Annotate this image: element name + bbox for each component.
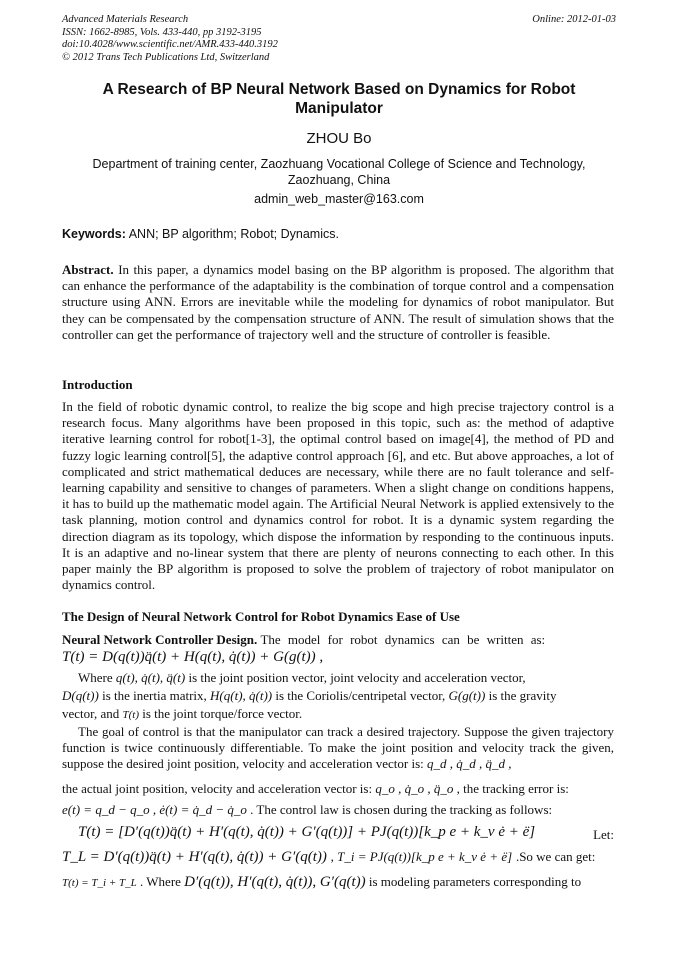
introduction-text: In the field of robotic dynamic control, to realize the big scope and high precise trajectory control is a research focus. Many algorithms have been proposed in this topic, such as: the method of adaptive iterative learning control for robot[1-3], the optimal control based on image[4], the method of PD and fuzzy logic learning control[5], the adaptive control approach [6], and etc. But above approaches, a lot of complicated and strict mathematical deduces are necessary, while there are no fault tolerance and self-learning capability and sensitive to changes of parameters. When a slight change on conditions happens, it has to build up the mathematic model again. The Artificial Neural Network is applied extensively to the task planning, motion control and dynamics control for robot. It is a dynamic system regarding the direction diagram as its topology, which dispose the information by responding to the continuous inputs. It is an adaptive and no-linear system that there are plenty of neurons connecting to each other. In this paper mainly the BP algorithm is proposed to solve the problem of trajectory of robot manipulator on dynamics control. — [62, 399, 614, 593]
inertia-line — [62, 688, 614, 704]
let-label: Let: — [593, 827, 614, 842]
keywords-label: Keywords: — [62, 227, 126, 241]
goal-text: The goal of control is that the manipulator can track a desired trajectory. Suppose the given trajectory function is twice continuously differentiable. To make the joint position and velocity track the given, suppose the desired joint position, velocity and acceleration vector is: — [62, 724, 614, 772]
vector-and-text: vector, and — [62, 706, 120, 721]
keywords-text: ANN; BP algorithm; Robot; Dynamics. — [128, 227, 339, 241]
journal-header — [62, 14, 616, 64]
eq-control-law: T(t) = [D′(q(t))q̈(t) + H′(q(t), q̇(t)) + G′(q(t))] + PJ(q(t))[k_p e + k_v ė + ë] — [78, 824, 536, 840]
control-equation-line — [62, 824, 614, 841]
eq-desired: q_d , q̇_d , q̈_d , — [426, 756, 512, 772]
eq-gravity: G(g(t)) — [448, 688, 486, 703]
model-text: The model for robot dynamics can be written as: — [260, 632, 546, 647]
abstract — [62, 262, 614, 343]
eq-sum: T(t) = T_i + T_L — [62, 877, 137, 889]
torque-text: is the joint torque/force vector. — [142, 706, 303, 721]
author-name: ZHOU Bo — [306, 130, 372, 147]
sum-line — [62, 874, 614, 891]
controller-design-label: Neural Network Controller Design. — [62, 632, 258, 647]
goal-paragraph — [62, 724, 614, 773]
tl-equation-line: T_L = D′(q(t))q̈(t) + H′(q(t), q̇(t)) + G′(q(t)) , T_i = PJ(q(t))[k_p e + k_v ė + ë] .So we can get: — [62, 849, 596, 865]
online-date: Online: 2012-01-03 — [532, 14, 616, 25]
eq-inertia: D(q(t)) — [62, 688, 99, 703]
eq-modeling: D′(q(t)), H′(q(t), q̇(t)), G′(q(t)) — [184, 874, 366, 890]
eq-ti: T_i = PJ(q(t))[k_p e + k_v ė + ë] — [337, 849, 513, 864]
eq-joint-vars: q(t), q̇(t), q̈(t) — [115, 670, 186, 685]
coriolis-text: is the Coriolis/centripetal vector, — [275, 688, 446, 703]
affiliation: Department of training center, Zaozhuang Vocational College of Science and Technology, Zaozhuang, China — [92, 157, 586, 187]
eq-dynamics: T(t) = D(q(t))q̈(t) + H(q(t), q̇(t)) + G(g(t)) , — [62, 649, 324, 665]
where-label: Where — [78, 670, 113, 685]
eq-tl: T_L = D′(q(t))q̈(t) + H′(q(t), q̇(t)) + G′(q(t)) — [62, 849, 327, 865]
design-heading: The Design of Neural Network Control for Robot Dynamics Ease of Use — [62, 609, 460, 624]
eq-torque: T(t) — [122, 709, 139, 721]
journal-name: Advanced Materials Research — [62, 14, 189, 25]
eq-actual: q_o , q̇_o , q̈_o , — [375, 781, 460, 796]
doi-line: doi:10.4028/www.scientific.net/AMR.433-440.3192 — [62, 39, 278, 50]
where-text: is the joint position vector, joint velocity and acceleration vector, — [188, 670, 526, 685]
modeling-text: is modeling parameters corresponding to — [368, 874, 582, 889]
eq-coriolis: H(q(t), q̇(t)) — [210, 688, 273, 703]
so-get-text: .So we can get: — [515, 849, 596, 864]
control-law-text: . The control law is chosen during the tracking as follows: — [250, 802, 553, 817]
copyright-line: © 2012 Trans Tech Publications Ltd, Switzerland — [62, 51, 270, 63]
design-intro-line — [62, 632, 614, 648]
introduction-heading: Introduction — [62, 377, 133, 392]
paper-title: A Research of BP Neural Network Based on Dynamics for Robot Manipulator — [102, 81, 576, 117]
actual-line — [62, 781, 614, 797]
error-text: the tracking error is: — [463, 781, 569, 796]
control-law-line — [62, 802, 614, 818]
author-email[interactable]: admin_web_master@163.com — [254, 192, 424, 206]
where2-text: . Where — [140, 874, 181, 889]
actual-text: the actual joint position, velocity and acceleration vector is: — [62, 781, 373, 796]
issn-line: ISSN: 1662-8985, Vols. 433-440, pp 3192-3195 — [62, 26, 262, 38]
inertia-text: is the inertia matrix, — [102, 688, 207, 703]
abstract-label: Abstract. — [62, 262, 114, 277]
gravity-text: is the gravity — [488, 688, 557, 703]
abstract-text: In this paper, a dynamics model basing on the BP algorithm is proposed. The algorithm that can enhance the performance of the adaptability is the combination of torque control and a compensation structure using ANN. Errors are inevitable while the modeling for dynamics of robot manipulator. But they can be compensated by the compensation structure of ANN. The result of simulation shows that the controller can get the performance of trajectory well and the structure of controller is feasible. — [62, 262, 614, 342]
torque-line — [62, 706, 614, 722]
dynamics-equation — [62, 649, 614, 666]
keywords-line — [62, 227, 616, 241]
eq-error: e(t) = q_d − q_o , ė(t) = q̇_d − q̇_o — [62, 802, 247, 817]
where-line — [62, 670, 614, 686]
